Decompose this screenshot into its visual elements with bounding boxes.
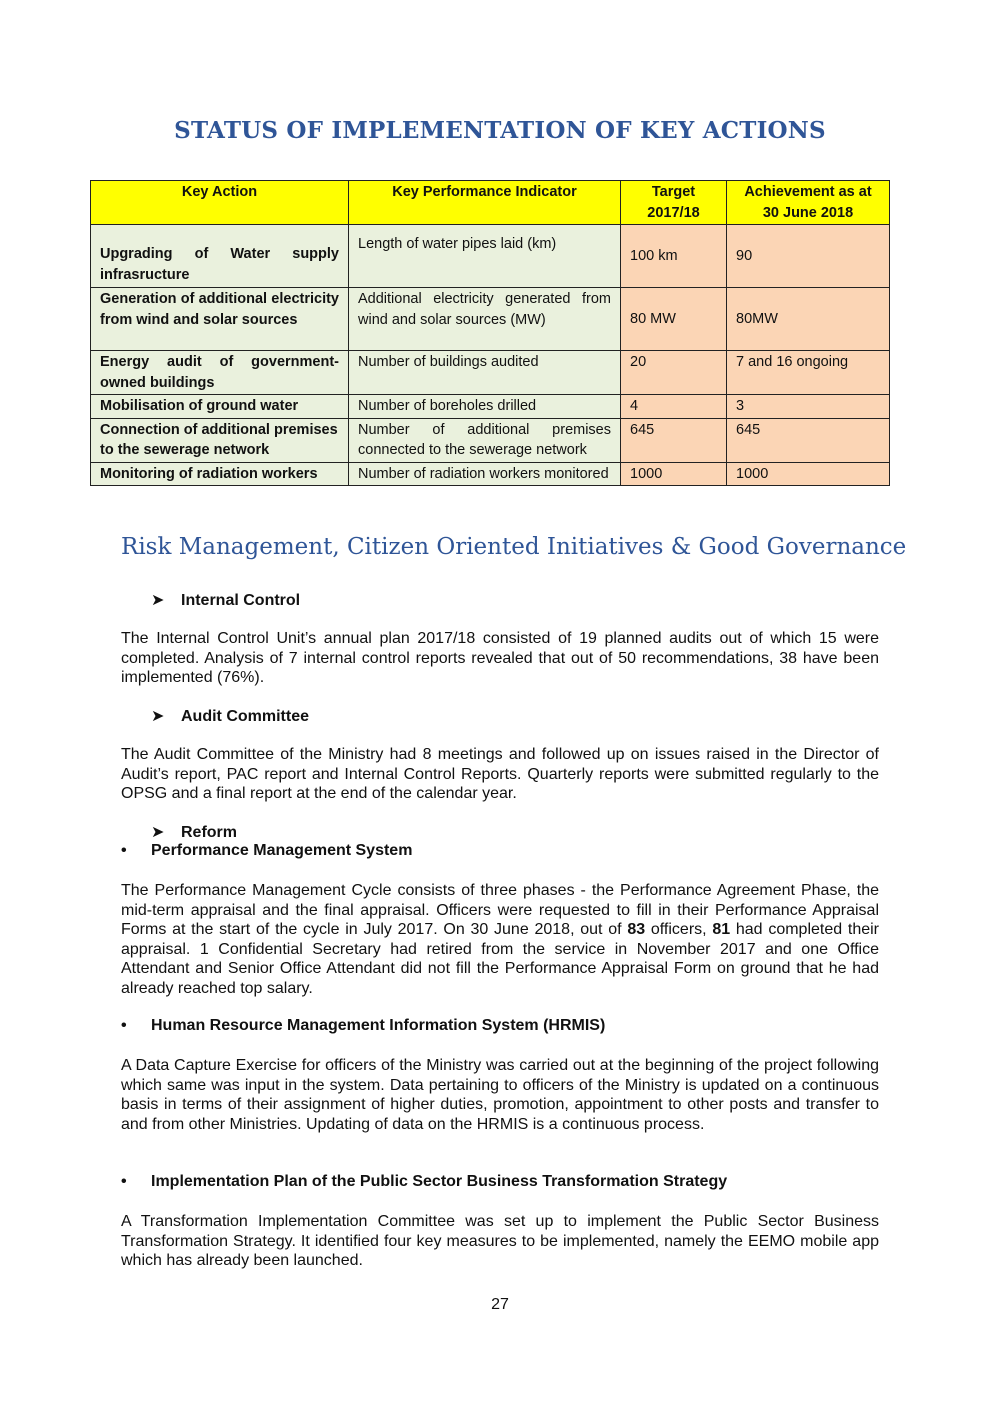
cell-action: Monitoring of radiation workers [91,462,349,486]
table-row [91,418,890,462]
cell-action: Mobilisation of ground water [91,395,349,419]
audit-committee-heading [151,706,309,726]
pms-heading [121,842,412,860]
arrow-bullet-icon: ➤ [151,708,165,725]
audit-committee-paragraph: The Audit Committee of the Ministry had 8 meetings and followed up on issues raised in the Director of Audit’s report, PAC report and Internal Control Reports. Quarterly reports were submitted regularly to the OPSG and a final report at the end of the calendar year. [121,746,879,803]
header-target [621,181,727,225]
cell-target: 4 [621,395,727,419]
table-header-row [91,181,890,225]
psbts-heading-text: Implementation Plan of the Public Sector Business Transformation Strategy [151,1173,728,1190]
hrmis-paragraph: A Data Capture Exercise for officers of the Ministry was carried out at the beginning of the project following which same was input in the system. Data pertaining to officers of the Ministry is updated on a continuous basis in terms of their assignment of higher duties, promotion, appointment to other posts and transfer to and from other Ministries. Updating of data on the HRMIS is a continuous process. [121,1057,879,1133]
table-row [91,225,890,288]
cell-achievement: 90 [727,225,890,288]
internal-control-heading [151,590,300,610]
internal-control-paragraph: The Internal Control Unit’s annual plan 2017/18 consisted of 19 planned audits out of which 15 were completed. Analysis of 7 internal control reports revealed that out of 50 recommendations, 38 have been implemented (76%). [121,630,879,687]
cell-achievement: 80MW [727,288,890,351]
header-achievement-line1: Achievement as at [744,184,872,200]
cell-achievement: 7 and 16 ongoing [727,351,890,395]
pms-paragraph [121,881,879,999]
cell-target: 20 [621,351,727,395]
psbts-paragraph: A Transformation Implementation Committee was set up to implement the Public Sector Business Transformation Strategy. It identified four key measures to be implemented, namely the EEMO mobile app which has already been launched. [121,1213,879,1270]
header-target-line1: Target [651,184,696,200]
bullet-icon: • [121,842,127,859]
header-achievement [727,181,890,225]
cell-kpi: Number of boreholes drilled [349,395,621,419]
arrow-bullet-icon: ➤ [151,824,165,841]
psbts-heading [121,1173,727,1191]
cell-achievement: 3 [727,395,890,419]
header-achievement-line2: 30 June 2018 [762,204,854,221]
cell-kpi: Length of water pipes laid (km) [349,225,621,288]
pms-num-officers: 83 [627,921,646,939]
bullet-icon: • [121,1017,127,1034]
cell-kpi: Additional electricity generated from wind and solar sources (MW) [349,288,621,351]
header-target-line2: 2017/18 [647,204,700,221]
pms-heading-text: Performance Management System [151,842,413,859]
bullet-icon: • [121,1173,127,1190]
table-row [91,351,890,395]
cell-target: 100 km [621,225,727,288]
cell-achievement: 1000 [727,462,890,486]
cell-achievement: 645 [727,418,890,462]
pms-text-a: The Performance Management Cycle consists of three phases - the Performance Agreement Phase, the mid-term appraisal and the final appraisal. Officers were requested to fill in their Performance Appraisal Forms at the start of the cycle in July 2017. On 30 June 2018, out of [121,882,879,939]
table-row [91,462,890,486]
cell-target: 80 MW [621,288,727,351]
cell-target: 645 [621,418,727,462]
section-heading: Risk Management, Citizen Oriented Initiatives & Good Governance [121,534,907,560]
pms-text-c: had completed their appraisal. 1 Confidential Secretary had retired from the service in November 2017 and one Office Attendant and Senior Office Attendant did not fill the Performance Appraisal Form on ground that he had already reached top salary. [121,921,880,997]
header-kpi: Key Performance Indicator [349,181,621,225]
internal-control-heading-text: Internal Control [181,592,301,609]
page-title: STATUS OF IMPLEMENTATION OF KEY ACTIONS [174,117,826,144]
pms-text-b: officers, [645,921,713,939]
table-row [91,288,890,351]
hrmis-heading-text: Human Resource Management Information System (HRMIS) [151,1017,606,1034]
cell-kpi: Number of buildings audited [349,351,621,395]
page-number: 27 [491,1296,509,1313]
arrow-bullet-icon: ➤ [151,592,165,609]
cell-action: Upgrading of Water supply infrasructure [91,225,349,288]
hrmis-heading [121,1017,605,1035]
reform-heading [151,822,237,842]
cell-kpi: Number of additional premises connected to the sewerage network [349,418,621,462]
cell-target: 1000 [621,462,727,486]
cell-action: Connection of additional premises to the sewerage network [91,418,349,462]
header-key-action: Key Action [91,181,349,225]
reform-heading-text: Reform [181,824,238,841]
key-actions-table [90,180,890,486]
pms-num-completed: 81 [712,921,731,939]
cell-action: Energy audit of government-owned buildings [91,351,349,395]
cell-action: Generation of additional electricity from wind and solar sources [91,288,349,351]
table-row [91,395,890,419]
audit-committee-heading-text: Audit Committee [181,708,309,725]
cell-kpi: Number of radiation workers monitored [349,462,621,486]
